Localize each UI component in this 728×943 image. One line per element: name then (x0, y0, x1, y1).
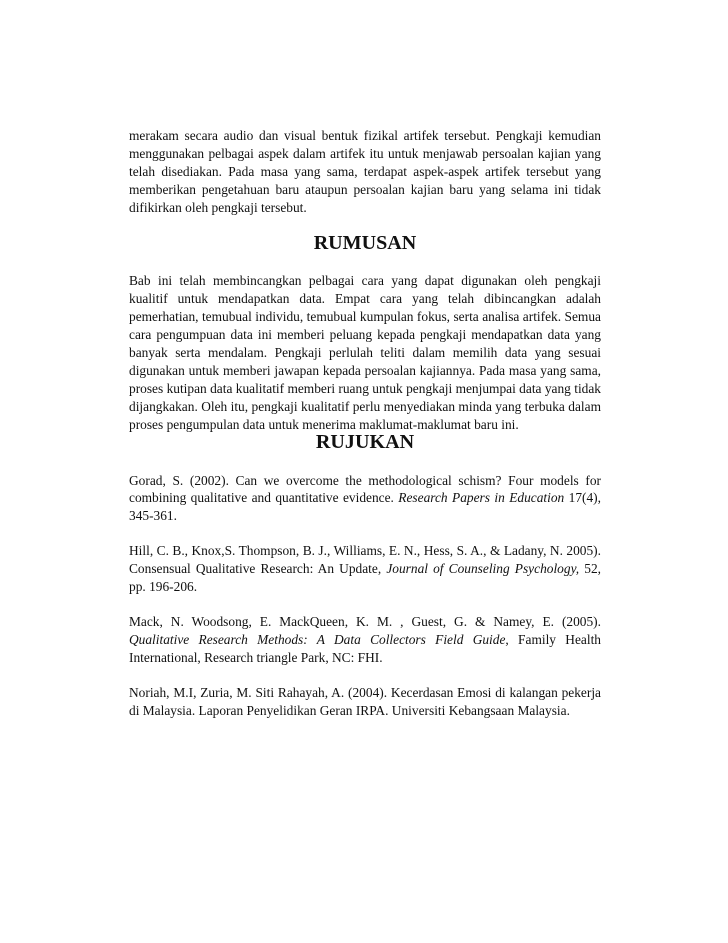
reference-item-gorad (129, 472, 601, 526)
rumusan-heading: RUMUSAN (313, 231, 417, 254)
reference-item-hill (129, 542, 601, 596)
reference-text: Mack, N. Woodsong, E. MackQueen, K. M. , Guest, G. & Namey, E. (2005). (129, 613, 601, 629)
spacer (129, 252, 601, 272)
intro-paragraph: merakam secara audio dan visual bentuk fizikal artifek tersebut. Pengkaji kemudian menggunakan pelbagai aspek dalam artifek itu untuk menjawab persoalan kajian yang telah disediakan. Pada masa yang sama, terdapat aspek-aspek artifek tersebut yang memberikan pengetahuan baru ataupun persoalan kajian baru yang selama ini tidak difikirkan oleh pengkaji tersebut. (129, 128, 601, 215)
spacer (129, 452, 601, 472)
reference-text: 17(4), 345-361. (129, 490, 601, 524)
reference-journal: Research Papers in Education (398, 490, 565, 506)
reference-text: Gorad, S. (2002). Can we overcome the methodological schism? Four models for combining qualitative and quantitative evidence. (129, 472, 601, 506)
reference-text: Hill, C. B., Knox,S. Thompson, B. J., Williams, E. N., Hess, S. A., & Ladany, N. 2005). Consensual Qualitative Research: An Update, (129, 543, 601, 577)
reference-text: 52, pp. 196-206. (129, 561, 602, 595)
reference-text: , Family Health International, Research triangle Park, NC: FHI. (129, 631, 601, 665)
reference-title: Qualitative Research Methods: A Data Collectors Field Guide (129, 631, 506, 647)
reference-list (129, 472, 601, 720)
rumusan-paragraph: Bab ini telah membincangkan pelbagai cara yang dapat digunakan oleh pengkaji kualitif untuk mendapatkan data. Empat cara yang telah dibincangkan adalah pemerhatian, temubual individu, temubual kumpulan fokus, serta analisa artifek. Semua cara pengumpuan data ini memberi peluang kepada pengkaji mendapatkan data yang banyak serta mendalam. Pengkaji perlulah teliti dalam memilih data yang sesuai digunakan untuk memberi jawapan kepada persoalan kajiannya. Pada masa yang sama, proses kutipan data kualitatif memberi ruang untuk pengkaji menjumpai data yang tidak dijangkakan. Oleh itu, pengkaji kualitatif perlu menyediakan minda yang terbuka dalam proses pengumpulan data untuk menerima maklumat-maklumat baru ini. (129, 273, 601, 432)
reference-item-mack (129, 613, 601, 667)
rujukan-heading: RUJUKAN (315, 430, 415, 453)
reference-item-noriah (129, 684, 601, 720)
document-page (129, 127, 601, 736)
reference-journal: Journal of Counseling Psychology, (386, 561, 580, 577)
reference-text: Noriah, M.I, Zuria, M. Siti Rahayah, A. (2004). Kecerdasan Emosi di kalangan pekerja di Malaysia. Laporan Penyelidikan Geran IRPA. Universiti Kebangsaan Malaysia. (129, 684, 601, 718)
